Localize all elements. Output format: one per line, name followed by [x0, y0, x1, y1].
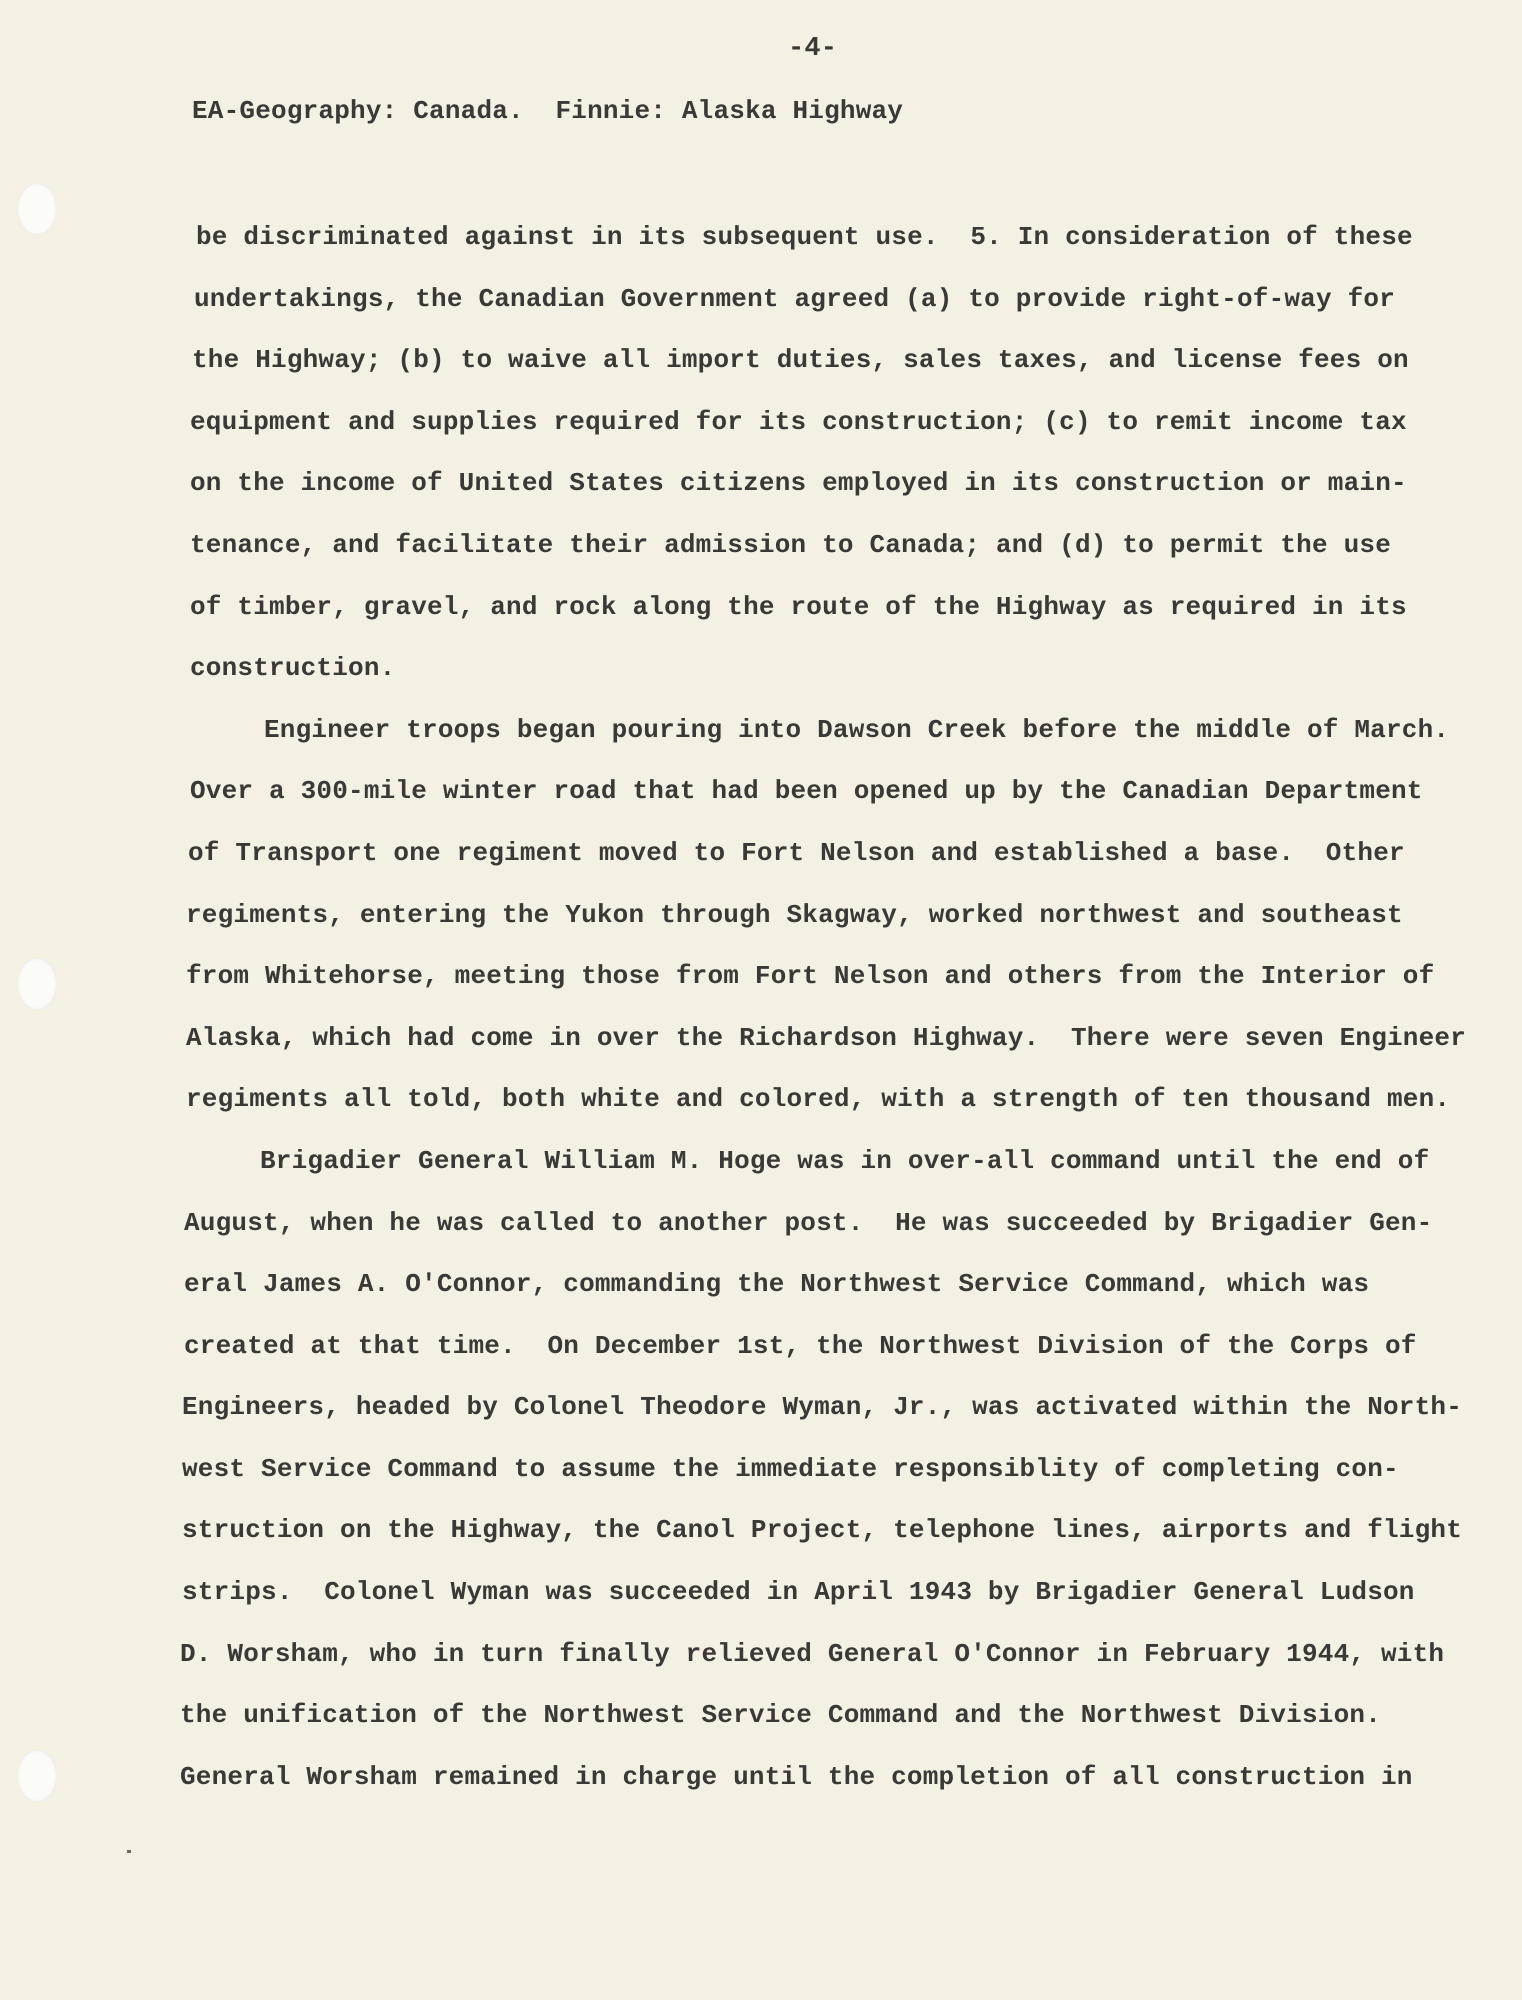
- text-line: created at that time. On December 1st, the Northwest Division of the Corps of: [184, 1330, 1417, 1361]
- text-line: the unification of the Northwest Service Command and the Northwest Division.: [180, 1700, 1381, 1731]
- text-line: General Worsham remained in charge until the completion of all construction in: [180, 1761, 1413, 1792]
- text-line: D. Worsham, who in turn finally relieved General O'Connor in February 1944, with: [180, 1638, 1445, 1669]
- text-line: August, when he was called to another post. He was succeeded by Brigadier Gen-: [184, 1207, 1433, 1238]
- text-line: regiments all told, both white and colored, with a strength of ten thousand men.: [186, 1084, 1451, 1115]
- text-line: from Whitehorse, meeting those from Fort Nelson and others from the Interior of: [186, 961, 1435, 992]
- text-line: west Service Command to assume the immediate responsiblity of completing con-: [182, 1453, 1399, 1484]
- text-line: construction.: [190, 653, 396, 684]
- text-line: Over a 300-mile winter road that had been opened up by the Canadian Department: [190, 776, 1423, 807]
- punch-hole: [17, 1750, 57, 1802]
- text-line: of timber, gravel, and rock along the route of the Highway as required in its: [190, 591, 1407, 622]
- text-line: Engineer troops began pouring into Dawson Creek before the middle of March.: [264, 714, 1450, 745]
- text-line: the Highway; (b) to waive all import duties, sales taxes, and license fees on: [192, 345, 1409, 376]
- page-number: -4-: [788, 34, 838, 64]
- text-line: regiments, entering the Yukon through Skagway, worked northwest and southeast: [186, 899, 1403, 930]
- text-line: tenance, and facilitate their admission to Canada; and (d) to permit the use: [190, 529, 1391, 560]
- text-line: on the income of United States citizens employed in its construction or main-: [190, 468, 1407, 499]
- text-line: Brigadier General William M. Hoge was in over-all command until the end of: [260, 1145, 1430, 1176]
- text-line: eral James A. O'Connor, commanding the Northwest Service Command, which was: [184, 1269, 1370, 1300]
- document-header: EA-Geography: Canada. Finnie: Alaska Highway: [192, 96, 904, 126]
- text-line: Engineers, headed by Colonel Theodore Wyman, Jr., was activated within the North-: [182, 1392, 1463, 1423]
- body-text: [180, 216, 1467, 1817]
- text-line: strips. Colonel Wyman was succeeded in April 1943 by Brigadier General Ludson: [182, 1577, 1415, 1608]
- text-line: undertakings, the Canadian Government agreed (a) to provide right-of-way for: [194, 283, 1395, 314]
- text-line: Alaska, which had come in over the Richardson Highway. There were seven Engineer: [186, 1022, 1467, 1053]
- text-line: struction on the Highway, the Canol Project, telephone lines, airports and flight: [182, 1515, 1463, 1546]
- punch-hole: [17, 958, 57, 1010]
- text-line: equipment and supplies required for its construction; (c) to remit income tax: [190, 406, 1407, 437]
- text-line: of Transport one regiment moved to Fort Nelson and established a base. Other: [188, 837, 1405, 868]
- punch-hole: [17, 183, 57, 235]
- text-line: be discriminated against in its subsequent use. 5. In consideration of these: [196, 222, 1413, 252]
- ink-speck: [127, 1850, 131, 1853]
